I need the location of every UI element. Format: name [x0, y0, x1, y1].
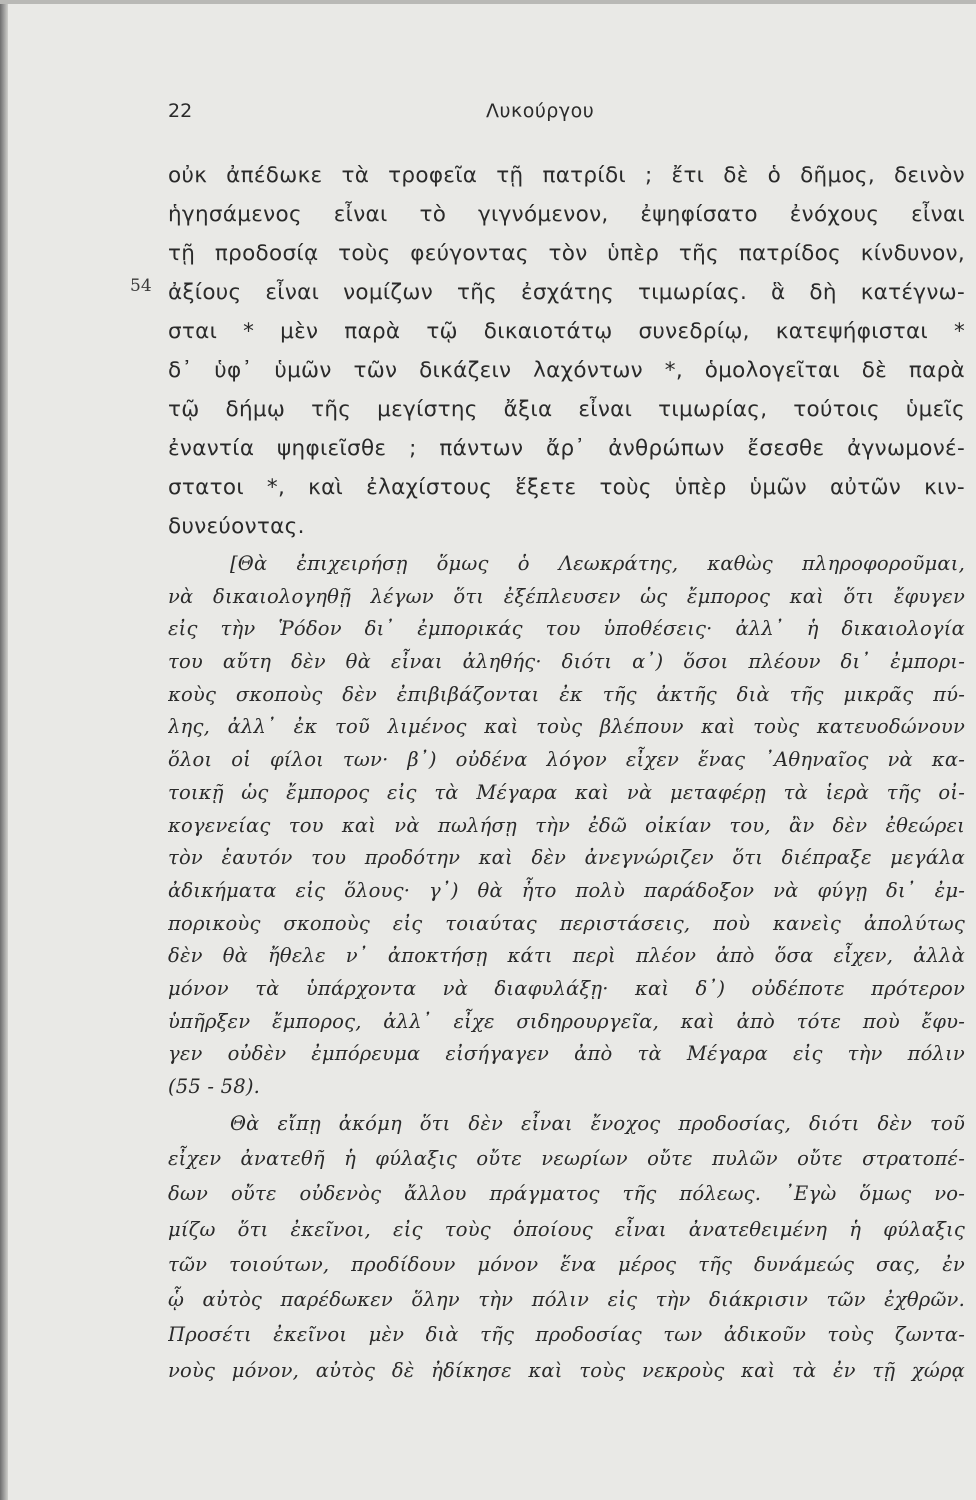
text-line: κοὺς σκοποὺς δὲν ἐπιβιβάζονται ἐκ τῆς ἀκτῆς διὰ τῆς μικρᾶς πύ- [168, 682, 965, 706]
text-line: εἶχεν ἀνατεθῆ ἡ φύλαξις οὔτε νεωρίων οὔτε πυλῶν οὔτε στρατοπέ- [168, 1146, 965, 1170]
text-line: λης, ἀλλ᾽ ἐκ τοῦ λιμένος καὶ τοὺς βλέπουν καὶ τοὺς κατευοδώνουν [168, 715, 965, 739]
page-number: 22 [168, 100, 193, 122]
text-line: εἰς τὴν Ῥόδον δι᾽ ἐμπορικάς του ὑποθέσεις· ἀλλ᾽ ἡ δικαιολογία [168, 617, 965, 641]
text-line: πορικοὺς σκοποὺς εἰς τοιαύτας περιστάσεις, ποὺ κανεὶς ἀπολύτως [168, 911, 965, 935]
text-line: οὐκ ἀπέδωκε τὰ τροφεῖα τῇ πατρίδι ; ἔτι δὲ ὁ δῆμος, δεινὸν [168, 163, 965, 188]
text-line: [Θὰ ἐπιχειρήσῃ ὅμως ὁ Λεωκράτης, καθὼς πληροφοροῦμαι, [230, 552, 965, 575]
text-line: τοικῇ ὡς ἔμπορος εἰς τὰ Μέγαρα καὶ νὰ μεταφέρῃ τὰ ἱερὰ τῆς οἰ- [168, 780, 965, 804]
text-line: του αὕτη δὲν θὰ εἶναι ἀληθής· διότι α᾽) ὅσοι πλέουν δι᾽ ἐμπορι- [168, 650, 965, 674]
text-line: ὅλοι οἱ φίλοι των· β᾽) οὐδένα λόγον εἶχεν ἕνας ᾿Αθηναῖος νὰ κα- [168, 748, 965, 772]
text-line: μόνον τὰ ὑπάρχοντα νὰ διαφυλάξῃ· καὶ δ᾽) οὐδέποτε πρότερον [168, 976, 965, 1000]
text-line: τὸν ἑαυτόν του προδότην καὶ δὲν ἀνεγνώριζεν ὅτι διέπραξε μεγάλα [168, 846, 965, 870]
text-line: δυνεύοντας. [168, 514, 305, 539]
scan-top-edge [0, 0, 976, 4]
running-title: Λυκούργου [486, 100, 595, 122]
text-line: στατοι *, καὶ ἐλαχίστους ἕξετε τοὺς ὑπὲρ ὑμῶν αὐτῶν κιν- [168, 475, 965, 500]
text-line: ἐναντία ψηφιεῖσθε ; πάντων ἄρ᾽ ἀνθρώπων ἔσεσθε ἀγνωμονέ- [168, 436, 965, 461]
text-line: δὲν θὰ ἤθελε ν᾽ ἀποκτήσῃ κάτι περὶ πλέον ἀπὸ ὅσα εἶχεν, ἀλλὰ [168, 944, 965, 968]
final-paragraph [168, 1106, 965, 1388]
greek-paragraph [168, 156, 965, 546]
text-line: τῶν τοιούτων, προδίδουν μόνον ἕνα μέρος τῆς δυνάμεώς σας, ἐν [168, 1252, 965, 1276]
text-line: Θὰ εἴπῃ ἀκόμη ὅτι δὲν εἶναι ἔνοχος προδοσίας, διότι δὲν τοῦ [230, 1111, 965, 1135]
text-line: ὑπῆρξεν ἔμπορος, ἀλλ᾽ εἶχε σιδηρουργεῖα, καὶ ἀπὸ τότε ποὺ ἔφυ- [168, 1009, 965, 1033]
text-line: ἀξίους εἶναι νομίζων τῆς ἐσχάτης τιμωρίας. ἃ δὴ κατέγνω- [168, 280, 965, 305]
scan-left-edge [0, 0, 8, 1500]
text-line: ᾧ αὐτὸς παρέδωκεν ὅλην τὴν πόλιν εἰς τὴν διάκρισιν τῶν ἐχθρῶν. [168, 1288, 965, 1312]
text-line: Προσέτι ἐκεῖνοι μὲν διὰ τῆς προδοσίας των ἀδικοῦν τοὺς ζωντα- [168, 1323, 965, 1347]
text-line: δ᾽ ὑφ᾽ ὑμῶν τῶν δικάζειν λαχόντων *, ὁμολογεῖται δὲ παρὰ [168, 358, 965, 383]
text-line: ἀδικήματα εἰς ὅλους· γ᾽) θὰ ἦτο πολὺ παράδοξον νὰ φύγῃ δι᾽ ἐμ- [168, 878, 965, 902]
margin-section-number: 54 [130, 276, 152, 296]
text-line: ἡγησάμενος εἶναι τὸ γιγνόμενον, ἐψηφίσατο ἐνόχους εἶναι [168, 202, 965, 227]
text-line: μίζω ὅτι ἐκεῖνοι, εἰς τοὺς ὁποίους εἶναι ἀνατεθειμένη ἡ φύλαξις [168, 1217, 965, 1241]
text-line: κογενείας του καὶ νὰ πωλήσῃ τὴν ἐδῶ οἰκίαν του, ἂν δὲν ἐθεώρει [168, 813, 965, 837]
bracketed-paraphrase [168, 548, 965, 1104]
text-line: γεν οὐδὲν ἐμπόρευμα εἰσήγαγεν ἀπὸ τὰ Μέγαρα εἰς τὴν πόλιν [168, 1042, 965, 1066]
text-line: (55 - 58). [168, 1075, 261, 1098]
text-line: τῇ προδοσίᾳ τοὺς φεύγοντας τὸν ὑπὲρ τῆς πατρίδος κίνδυνον, [168, 241, 965, 266]
text-line: τῷ δήμῳ τῆς μεγίστης ἄξια εἶναι τιμωρίας, τούτοις ὑμεῖς [168, 397, 965, 422]
text-line: νοὺς μόνον, αὐτὸς δὲ ἠδίκησε καὶ τοὺς νεκροὺς καὶ τὰ ἐν τῇ χώρᾳ [168, 1358, 965, 1382]
body-text [168, 156, 965, 1388]
text-line: νὰ δικαιολογηθῇ λέγων ὅτι ἐξέπλευσεν ὡς ἔμπορος καὶ ὅτι ἔφυγεν [168, 584, 965, 608]
page-header [168, 100, 968, 130]
text-line: σται * μὲν παρὰ τῷ δικαιοτάτῳ συνεδρίῳ, κατεψήφισται * [168, 319, 965, 344]
text-line: δων οὔτε οὐδενὸς ἄλλου πράγματος τῆς πόλεως. ᾿Εγὼ ὅμως νο- [168, 1182, 965, 1206]
